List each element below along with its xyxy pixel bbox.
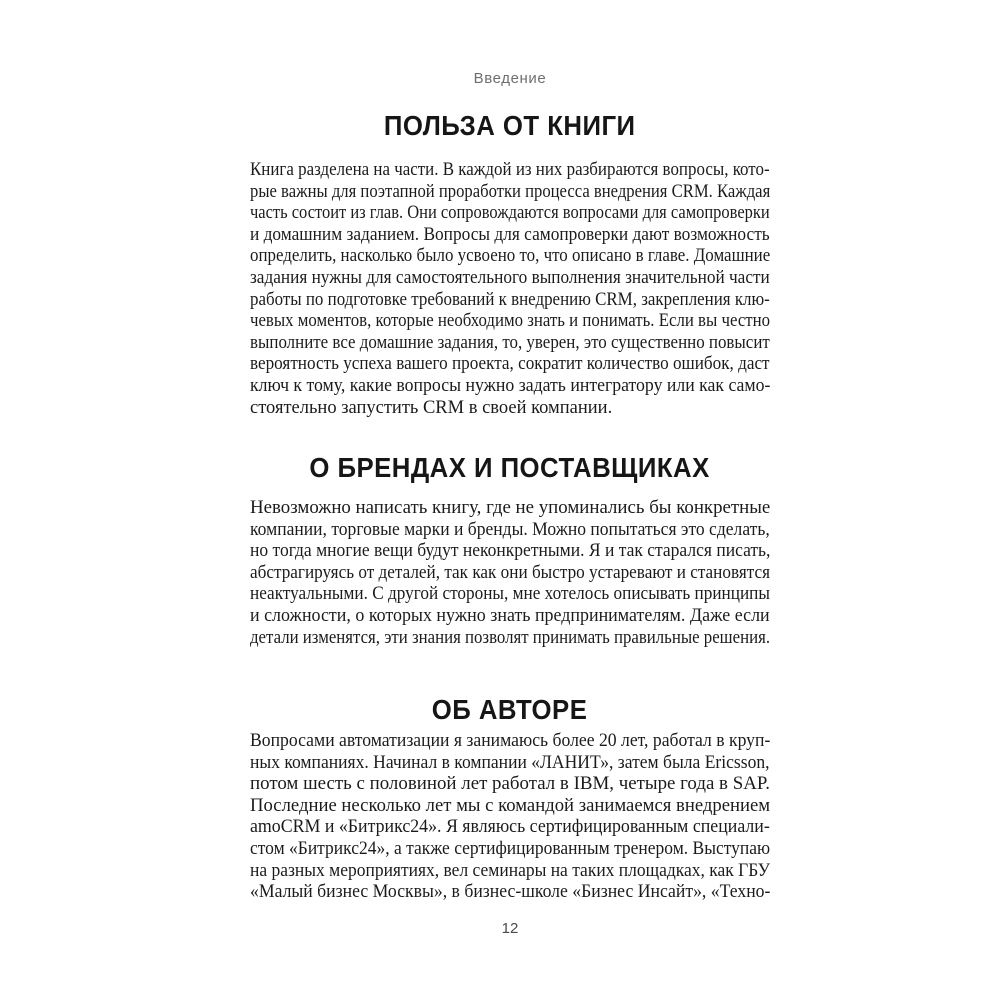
text-line [250, 796, 770, 818]
text-line [250, 520, 770, 542]
section-heading-text: О БРЕНДАХ И ПОСТАВЩИКАХ [309, 452, 711, 483]
text-line [250, 839, 770, 861]
text-line-content: задания нужны для самостоятельного выполнения значительной части [250, 267, 770, 288]
text-line-content: выполните все домашние задания, то, уверен, это существенно повысит [250, 332, 770, 353]
text-line [250, 290, 770, 312]
text-line [250, 606, 770, 628]
text-line-content: часть состоит из глав. Они сопровождаются вопросами для самопроверки [250, 203, 770, 224]
text-line [250, 225, 770, 247]
text-line-content: Последние несколько лет мы с командой занимаемся внедрением [250, 795, 771, 816]
text-line [250, 563, 770, 585]
text-line [250, 753, 770, 775]
text-line-content: стоятельно запустить CRM в своей компании. [250, 397, 613, 418]
text-line-content: «Малый бизнес Москвы», в бизнес-школе «Бизнес Инсайт», «Техно- [250, 882, 771, 903]
text-line-content: рые важны для поэтапной проработки процесса внедрения CRM. Каждая [250, 181, 771, 202]
text-line [250, 160, 770, 182]
text-line [250, 861, 770, 883]
text-line [250, 398, 770, 420]
section-heading-text: ОБ АВТОРЕ [432, 694, 588, 725]
text-line-content: и сложности, о которых нужно знать предпринимателям. Даже если [250, 605, 770, 626]
text-line-content: работы по подготовке требований к внедрению CRM, закрепления клю- [250, 289, 770, 310]
paragraph-brands [250, 498, 770, 649]
text-line-content: ключ к тому, какие вопросы нужно задать интегратору или как само- [250, 375, 771, 396]
section-heading-author [250, 694, 770, 726]
text-line-content: неактуальными. С другой стороны, мне хотелось описывать принципы [250, 584, 770, 605]
text-line [250, 354, 770, 376]
text-line-content: Вопросами автоматизации я занимаюсь более 20 лет, работал в круп- [250, 731, 771, 751]
text-line [250, 333, 770, 355]
text-line-content: потом шесть с половиной лет работал в IBM, четыре года в SAP. [250, 774, 771, 795]
text-line-content: ных компаниях. Начинал в компании «ЛАНИТ», затем была Ericsson, [250, 752, 770, 773]
text-line-content: но тогда многие вещи будут неконкретными. Я и так старался писать, [250, 541, 771, 562]
text-line [250, 268, 770, 290]
section-heading-text: ПОЛЬЗА ОТ КНИГИ [384, 110, 636, 141]
text-line-content: Книга разделена на части. В каждой из них разбираются вопросы, кото- [250, 160, 770, 180]
text-line-content: определить, насколько было усвоено то, что описано в главе. Домашние [250, 246, 771, 267]
text-line-content: на разных мероприятиях, вел семинары на таких площадках, как ГБУ [250, 860, 771, 881]
text-line-content: стом «Битрикс24», а также сертифицированным тренером. Выступаю [250, 838, 771, 859]
text-line [250, 628, 770, 650]
text-line [250, 376, 770, 398]
text-line [250, 311, 770, 333]
section-heading-brands [250, 452, 770, 484]
running-head: Введение [473, 70, 547, 87]
text-line-content: Невозможно написать книгу, где не упоминались бы конкретные [250, 498, 771, 518]
text-line-content: вероятность успеха вашего проекта, сократит количество ошибок, даст [250, 354, 770, 375]
text-line [250, 182, 770, 204]
text-line-content: чевых моментов, которые необходимо знать и понимать. Если вы честно [250, 311, 771, 332]
paragraph-benefits [250, 160, 770, 419]
paragraph-author [250, 731, 770, 904]
text-line [250, 541, 770, 563]
text-line-content: компании, торговые марки и бренды. Можно попытаться это сделать, [250, 519, 770, 540]
text-line-content: и домашним заданием. Вопросы для самопроверки дают возможность [250, 224, 770, 245]
text-line [250, 731, 770, 753]
text-line [250, 774, 770, 796]
text-line [250, 882, 770, 904]
text-line [250, 203, 770, 225]
page-number: 12 [501, 920, 519, 937]
text-line-content: абстрагируясь от деталей, так как они быстро устаревают и становятся [250, 562, 770, 583]
text-line [250, 584, 770, 606]
text-line-content: детали изменятся, эти знания позволят принимать правильные решения. [250, 627, 771, 648]
text-line-content: amoCRM и «Битрикс24». Я являюсь сертифицированным специали- [250, 817, 770, 838]
section-heading-benefits [250, 110, 770, 142]
text-line [250, 817, 770, 839]
text-line [250, 498, 770, 520]
text-line [250, 246, 770, 268]
